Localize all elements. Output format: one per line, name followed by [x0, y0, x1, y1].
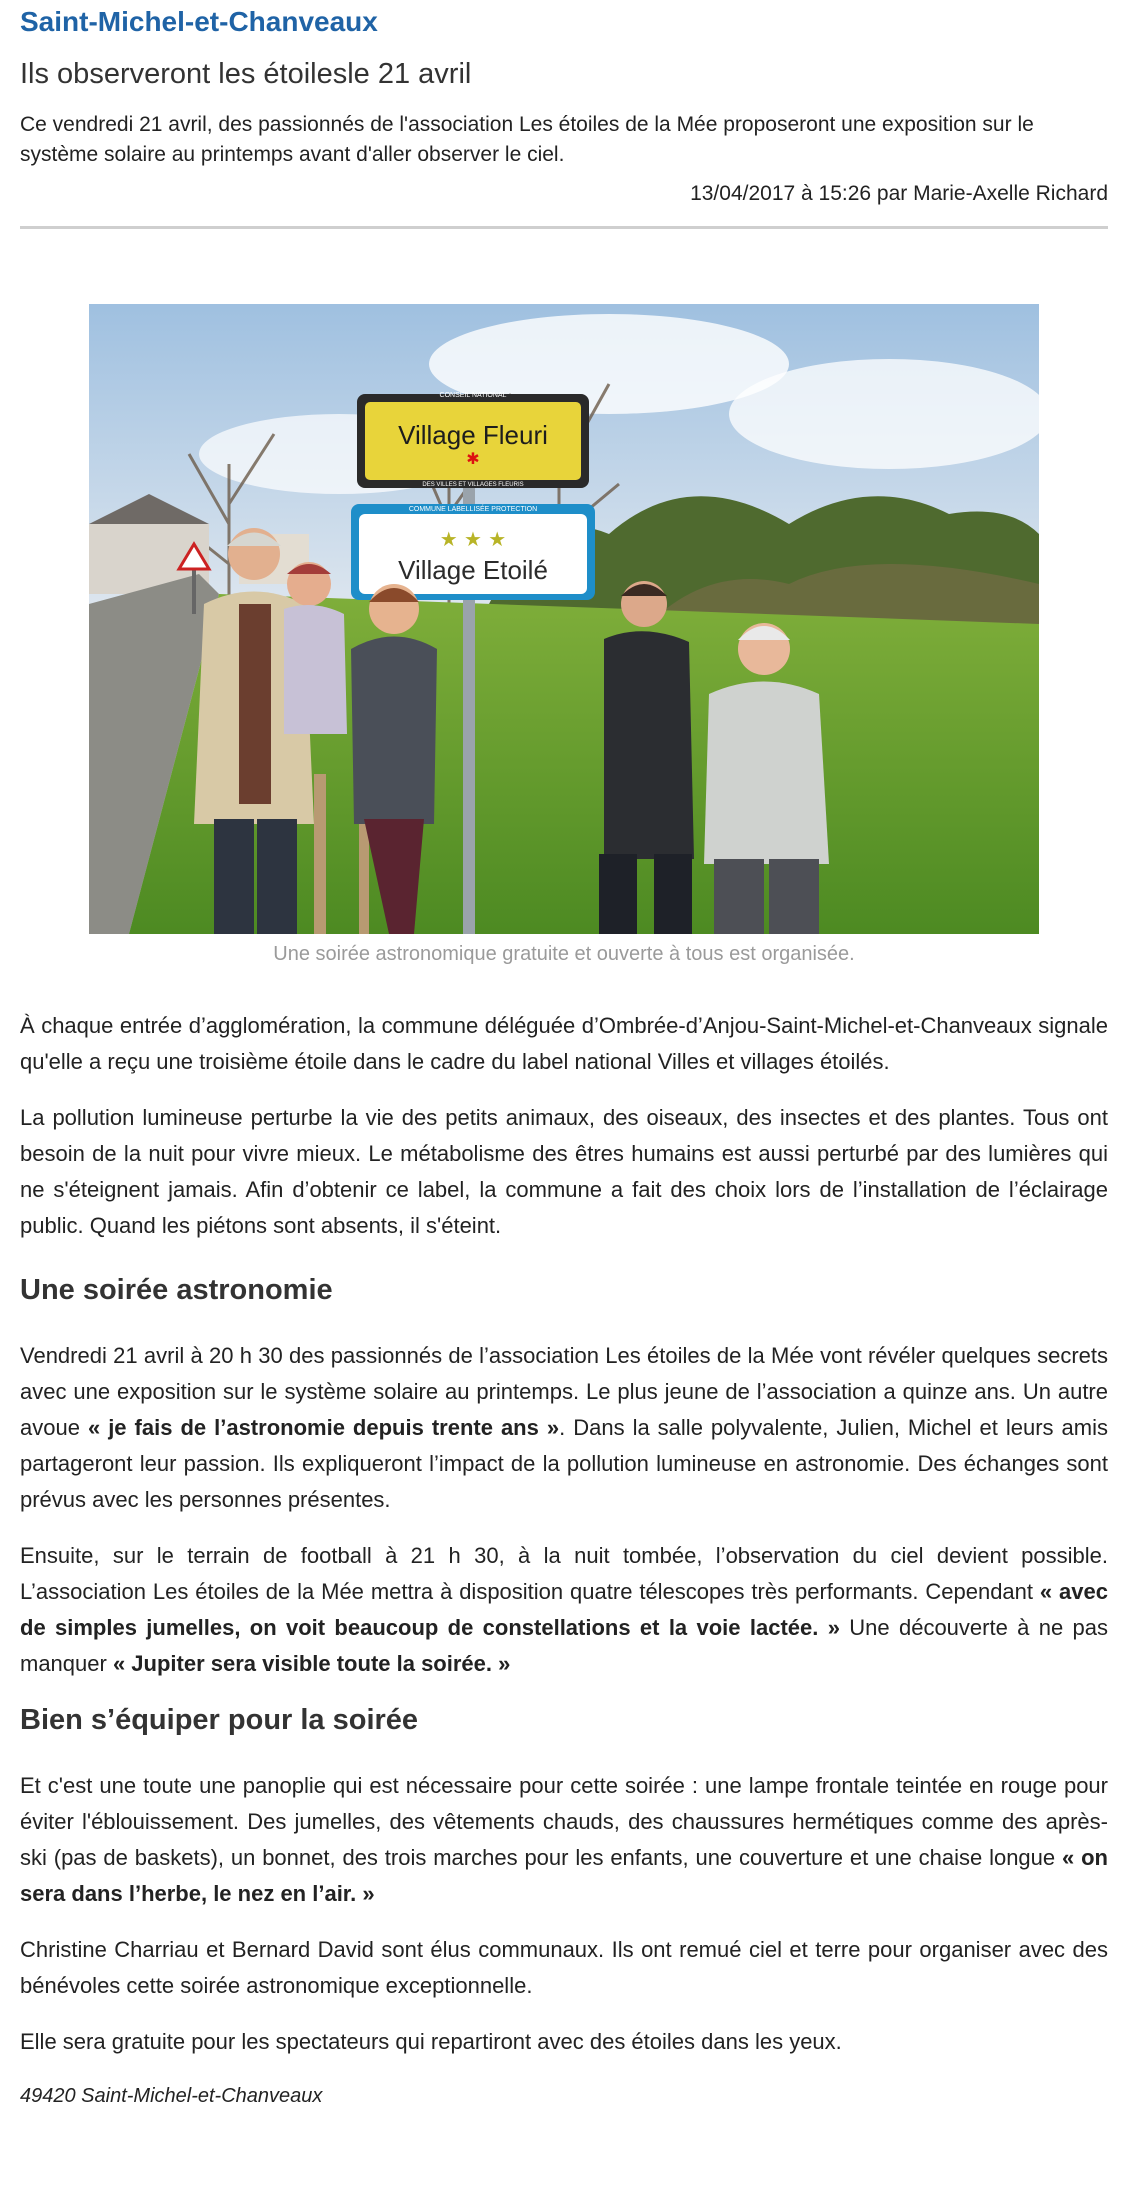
paragraph [20, 1768, 1108, 1912]
paragraph: Christine Charriau et Bernard David sont élus communaux. Ils ont remué ciel et terre pour organiser avec des bénévoles cette soirée astronomique exceptionnelle. [20, 1937, 1108, 1998]
article-byline: 13/04/2017 à 15:26 par Marie-Axelle Richard [690, 182, 1108, 205]
section-heading: Une soirée astronomie [20, 1274, 333, 1306]
sign-bottom-small: COMMUNE LABELLISÉE PROTECTION [408, 506, 538, 513]
article-photo[interactable] [89, 304, 1039, 934]
article-figure [20, 304, 1108, 968]
article-headline: Ils observeront les étoilesle 21 avril [20, 58, 472, 90]
sign-top-small: CONSEIL NATIONAL [439, 392, 507, 399]
location-tag[interactable]: 49420 Saint-Michel-et-Chanveaux [20, 2085, 323, 2107]
quote: « avec de simples jumelles, on voit beaucoup de constellations et la voie lactée. » [20, 1579, 1108, 1640]
city-link[interactable]: Saint-Michel-et-Chanveaux [20, 6, 378, 37]
header-divider [20, 226, 1108, 229]
sign-stars-icon: ★ ★ ★ [439, 527, 507, 551]
sign-bottom-text: Village Etoilé [398, 555, 548, 585]
text-run: Une découverte à ne pas manquer [20, 1615, 1109, 1676]
text-run: . Dans la salle polyvalente, Julien, Michel et leurs amis partageront leur passion. Ils expliqueront l’impact de la pollution lumineuse en astronomie. Des échanges sont prévus avec les personnes présentes. [20, 1415, 1108, 1512]
paragraph [20, 1338, 1108, 1518]
section-heading: Bien s’équiper pour la soirée [20, 1704, 419, 1736]
article [0, 4, 1128, 2110]
quote: « je fais de l’astronomie depuis trente ans » [87, 1415, 560, 1440]
article-lead: Ce vendredi 21 avril, des passionnés de l'association Les étoiles de la Mée proposeront une exposition sur le système solaire au printemps avant d'aller observer le ciel. [20, 113, 1034, 166]
paragraph [20, 1538, 1108, 1682]
sign-top-bottom: DES VILLES ET VILLAGES FLEURIS [422, 482, 524, 488]
sign-top-text: Village Fleuri [398, 420, 548, 450]
paragraph: Elle sera gratuite pour les spectateurs qui repartiront avec des étoiles dans les yeux. [20, 2029, 842, 2054]
photo-caption: Une soirée astronomique gratuite et ouverte à tous est organisée. [273, 943, 855, 965]
text-run: Vendredi 21 avril à 20 h 30 des passionnés de l’association Les étoiles de la Mée vont révéler quelques secrets avec une exposition sur le système solaire au printemps. Le plus jeune de l’association a quinze ans. Un autre avoue [20, 1343, 1108, 1440]
quote: « on sera dans l’herbe, le nez en l’air. » [20, 1845, 1108, 1906]
svg-text:✱: ✱ [466, 449, 480, 468]
paragraph: À chaque entrée d’agglomération, la commune déléguée d’Ombrée-d’Anjou-Saint-Michel-et-Chanveaux signale qu'elle a reçu une troisième étoile dans le cadre du label national Villes et villages étoilés. [20, 1013, 1108, 1074]
text-run: Ensuite, sur le terrain de football à 21 h 30, à la nuit tombée, l’observation du ciel devient possible. L’association Les étoiles de la Mée mettra à disposition quatre télescopes très performants. Cependant [20, 1543, 1108, 1604]
paragraph: La pollution lumineuse perturbe la vie des petits animaux, des oiseaux, des insectes et des plantes. Tous ont besoin de la nuit pour vivre mieux. Le métabolisme des êtres humains est aussi perturbé par des lumières qui ne s'éteignent jamais. Afin d’obtenir ce label, la commune a fait des choix lors de l’installation de l’éclairage public. Quand les piétons sont absents, il s'éteint. [20, 1105, 1108, 1238]
quote: « Jupiter sera visible toute la soirée. » [112, 1651, 511, 1676]
text-run: Et c'est une toute une panoplie qui est nécessaire pour cette soirée : une lampe frontale teintée en rouge pour éviter l'éblouissement. Des jumelles, des vêtements chauds, des chaussures hermétiques comme des après-ski (pas de baskets), un bonnet, des trois marches pour les enfants, une couverture et une chaise longue [20, 1773, 1108, 1870]
